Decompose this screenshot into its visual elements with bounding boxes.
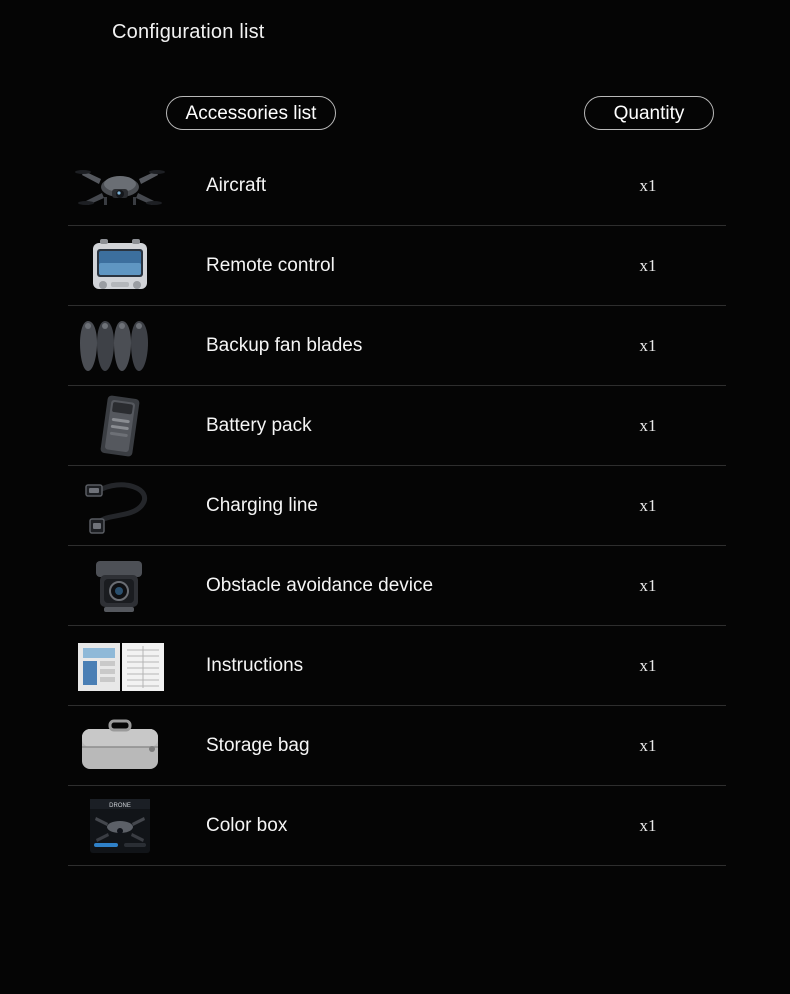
item-quantity: x1 bbox=[639, 655, 657, 675]
quantity-header: Quantity bbox=[584, 96, 714, 130]
color-box-icon bbox=[74, 793, 166, 859]
table-row bbox=[68, 546, 726, 626]
svg-text:DRONE: DRONE bbox=[109, 802, 131, 809]
page-title: Configuration list bbox=[112, 21, 265, 43]
instructions-manual-icon bbox=[74, 633, 166, 699]
storage-bag-icon bbox=[74, 713, 166, 779]
item-quantity: x1 bbox=[639, 575, 657, 595]
table-row bbox=[68, 466, 726, 546]
item-label: Remote control bbox=[206, 254, 335, 276]
table-row bbox=[68, 626, 726, 706]
item-quantity: x1 bbox=[639, 735, 657, 755]
table-row bbox=[68, 386, 726, 466]
table-row bbox=[68, 306, 726, 386]
item-label: Color box bbox=[206, 814, 288, 836]
item-quantity: x1 bbox=[639, 175, 657, 195]
item-quantity: x1 bbox=[639, 335, 657, 355]
accessories-list-header: Accessories list bbox=[166, 96, 336, 130]
item-label: Charging line bbox=[206, 494, 318, 516]
item-label: Backup fan blades bbox=[206, 334, 363, 356]
item-label: Aircraft bbox=[206, 174, 267, 196]
item-label: Storage bag bbox=[206, 734, 310, 756]
item-quantity: x1 bbox=[639, 815, 657, 835]
table-row bbox=[68, 226, 726, 306]
item-label: Battery pack bbox=[206, 414, 312, 436]
item-quantity: x1 bbox=[639, 495, 657, 515]
table-header bbox=[0, 96, 790, 132]
item-quantity: x1 bbox=[639, 415, 657, 435]
table-row bbox=[68, 706, 726, 786]
drone-aircraft-icon bbox=[74, 153, 166, 219]
item-label: Obstacle avoidance device bbox=[206, 574, 434, 596]
propeller-blades-icon bbox=[74, 313, 166, 379]
charging-cable-icon bbox=[74, 473, 166, 539]
table-row bbox=[68, 146, 726, 226]
obstacle-avoidance-device-icon bbox=[74, 553, 166, 619]
item-quantity: x1 bbox=[639, 255, 657, 275]
remote-control-icon bbox=[74, 233, 166, 299]
table-row bbox=[68, 786, 726, 866]
item-label: Instructions bbox=[206, 654, 304, 676]
battery-pack-icon bbox=[74, 393, 166, 459]
accessories-table bbox=[68, 146, 726, 866]
